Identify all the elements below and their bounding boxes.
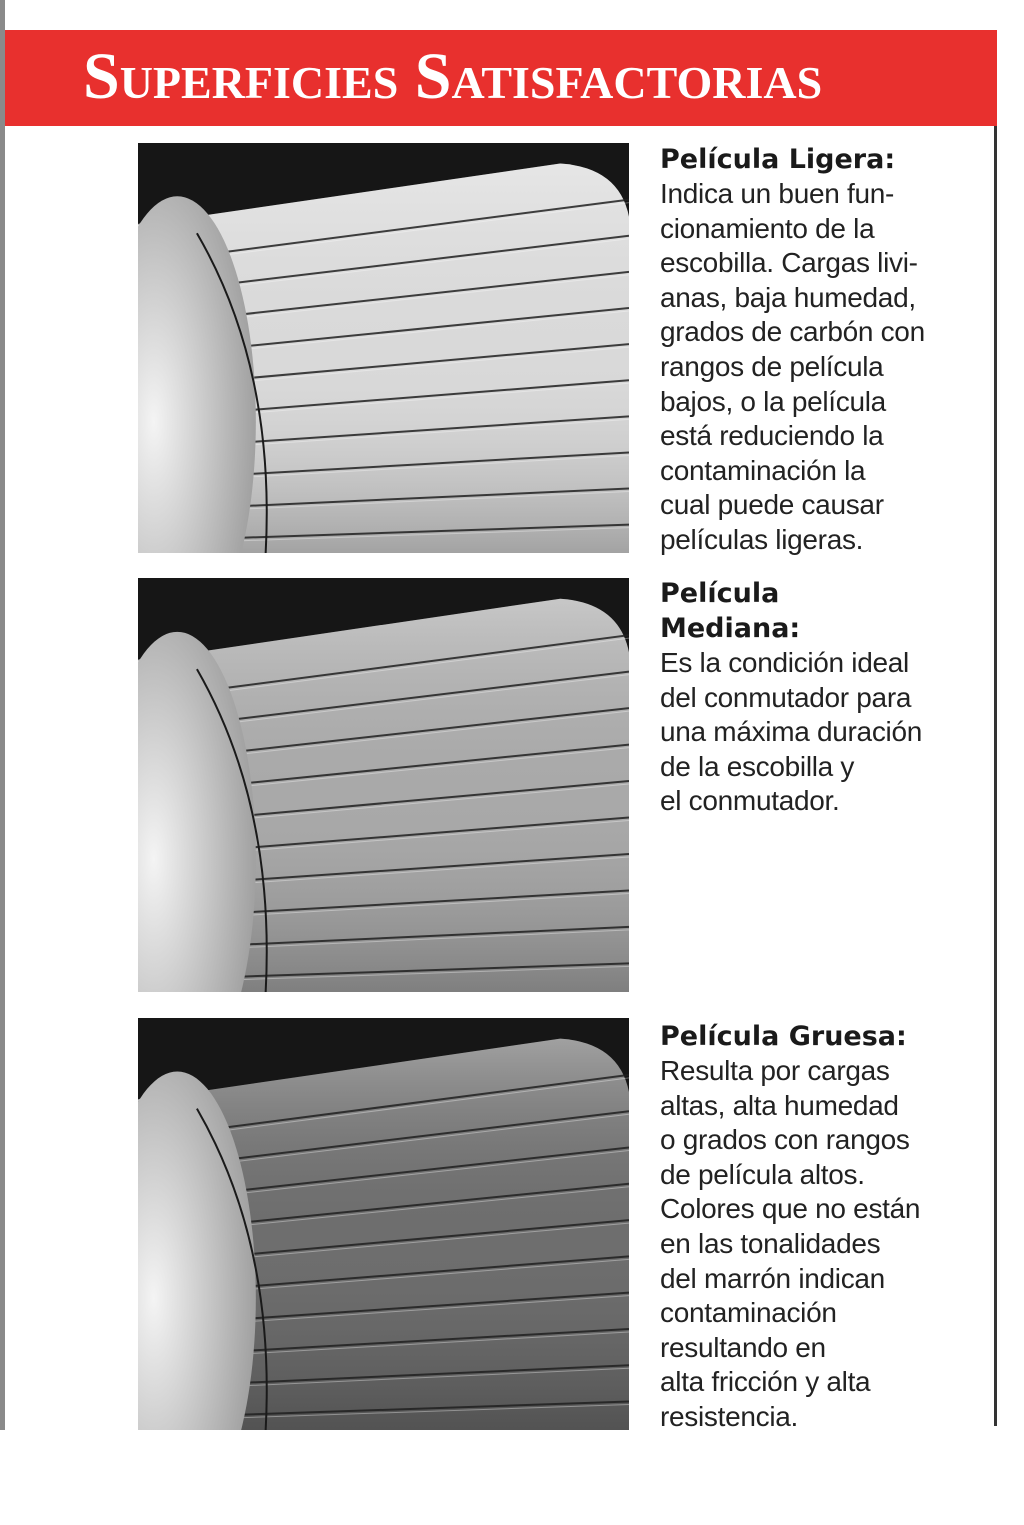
- section-heading: Película Mediana:: [660, 578, 801, 644]
- column-divider: [994, 124, 997, 1426]
- section-heading: Película Ligera:: [660, 144, 896, 175]
- title-banner: [5, 30, 997, 126]
- section-medium-film: [660, 576, 980, 819]
- page-left-edge: [0, 0, 5, 1430]
- section-body: Indica un buen fun- cionamiento de la escobilla. Cargas livi- anas, baja humedad, grados de carbón con rangos de película bajos, o la película está reduciendo la contaminación la cual puede causar películas ligeras.: [660, 178, 925, 555]
- section-heading: Película Gruesa:: [660, 1021, 907, 1052]
- section-body: Es la condición ideal del conmutador para una máxima duración de la escobilla y el conmutador.: [660, 647, 922, 817]
- section-light-film: [660, 142, 980, 558]
- commutator-photo-medium-film: [138, 578, 629, 992]
- section-heavy-film: [660, 1019, 980, 1435]
- page-title: Superficies Satisfactorias: [83, 40, 823, 113]
- commutator-photo-light-film: [138, 143, 629, 553]
- commutator-photo-heavy-film: [138, 1018, 629, 1430]
- section-body: Resulta por cargas altas, alta humedad o grados con rangos de película altos. Colores que no están en las tonalidades del marrón indican contaminación resultando en alta fricción y alta resistencia.: [660, 1055, 921, 1432]
